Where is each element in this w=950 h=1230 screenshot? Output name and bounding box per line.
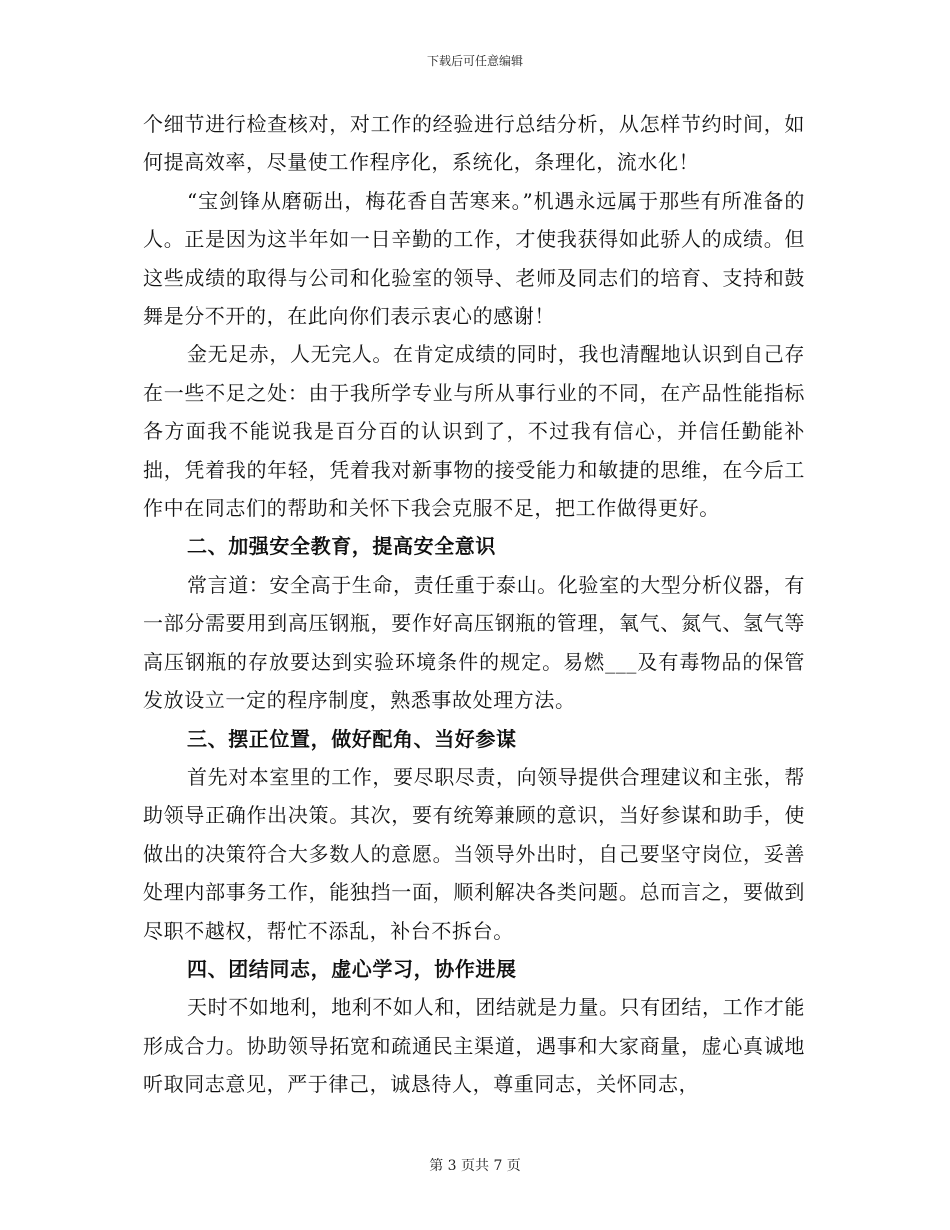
- paragraph-continuation: 个细节进行检查核对，对工作的经验进行总结分析，从怎样节约时间，如何提高效率，尽量使工作程序化，系统化，条理化，流水化！: [143, 112, 805, 175]
- page-footer-number: 第 3 页共 7 页: [429, 1158, 521, 1174]
- paragraph-self-reflection: 金无足赤，人无完人。在肯定成绩的同时，我也清醒地认识到自己存在一些不足之处：由于我所学专业与所从事行业的不同，在产品性能指标各方面我不能说我是百分百的认识到了，不过我有信心，并信任勤能补拙，凭着我的年轻，凭着我对新事物的接受能力和敏捷的思维，在今后工作中在同志们的帮助和关怀下我会克服不足，把工作做得更好。: [143, 342, 805, 521]
- paragraph-safety: 常言道：安全高于生命，责任重于泰山。化验室的大型分析仪器，有一部分需要用到高压钢瓶，要作好高压钢瓶的管理，氧气、氮气、氢气等高压钢瓶的存放要达到实验环境条件的规定。易燃___及有毒物品的保管发放设立一定的程序制度，熟悉事故处理方法。: [143, 572, 805, 713]
- section-heading-unity: 四、团结同志，虚心学习，协作进展: [187, 956, 517, 981]
- document-body: [143, 105, 805, 1104]
- page-header-note: 下载后可任意编辑: [426, 54, 523, 68]
- paragraph-quote: “宝剑锋从磨砺出，梅花香自苦寒来。”机遇永远属于那些有所准备的人。正是因为这半年如一日辛勤的工作，才使我获得如此骄人的成绩。但这些成绩的取得与公司和化验室的领导、老师及同志们的培育、支持和鼓舞是分不开的，在此向你们表示衷心的感谢！: [143, 188, 805, 329]
- section-heading-safety: 二、加强安全教育，提高安全意识: [187, 534, 496, 559]
- paragraph-position: 首先对本室里的工作，要尽职尽责，向领导提供合理建议和主张，帮助领导正确作出决策。其次，要有统筹兼顾的意识，当好参谋和助手，使做出的决策符合大多数人的意愿。当领导外出时，自己要坚守岗位，妥善处理内部事务工作，能独挡一面，顺利解决各类问题。总而言之，要做到尽职不越权，帮忙不添乱，补台不拆台。: [143, 764, 805, 943]
- section-heading-position: 三、摆正位置，做好配角、当好参谋: [187, 726, 517, 751]
- paragraph-unity: 天时不如地利，地利不如人和，团结就是力量。只有团结，工作才能形成合力。协助领导拓宽和疏通民主渠道，遇事和大家商量，虚心真诚地听取同志意见，严于律己，诚恳待人，尊重同志，关怀同志，: [143, 995, 805, 1097]
